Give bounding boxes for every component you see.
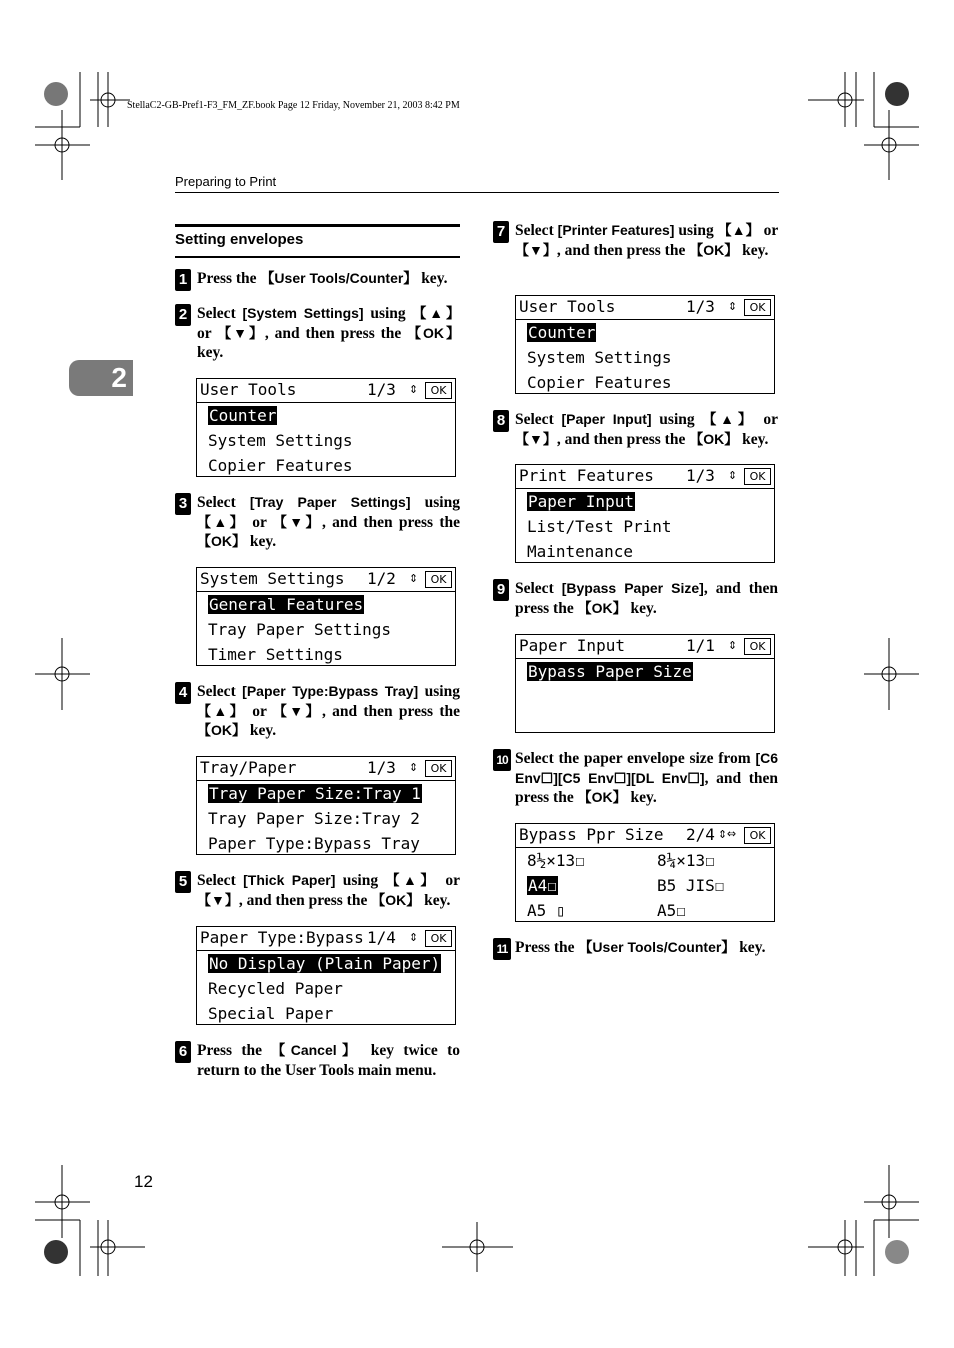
step-text: Select [Paper Input] using 【▲】 or 【▼】, and then press the 【OK】 key. <box>515 411 778 448</box>
size-option: 8½×13☐ <box>527 851 585 870</box>
up-down-arrow-icon: ⇕ <box>409 568 419 586</box>
step-text: Select [System Settings] using 【▲】 or 【▼】, and then press the 【OK】 key. <box>197 305 460 361</box>
section-rule-top <box>175 224 460 227</box>
ok-key-icon: OK <box>744 827 771 844</box>
step-text: Press the 【Cancel】 key twice to return to the User Tools main menu. <box>197 1042 460 1079</box>
section-title: Setting envelopes <box>175 231 304 248</box>
step-number: 5 <box>175 871 191 893</box>
four-way-arrow-icon: ⇕⇔ <box>718 824 737 842</box>
step-number: 11 <box>493 938 511 960</box>
file-info-line: StellaC2-GB-Pref1-F3_FM_ZF.book Page 12 Friday, November 21, 2003 8:42 PM <box>127 100 460 111</box>
step-number: 7 <box>493 221 509 243</box>
ok-key-icon: OK <box>425 760 452 777</box>
up-down-arrow-icon: ⇕ <box>409 757 419 775</box>
step-number: 10 <box>493 749 511 771</box>
step-text: Select [Thick Paper] using 【▲】 or 【▼】, and then press the 【OK】 key. <box>197 872 460 909</box>
size-option: 8¼×13☐ <box>657 851 715 870</box>
lcd-screen-paper-input: Paper Input 1/1 ⇕ OK Bypass Paper Size <box>515 634 775 733</box>
step-text: Select [Bypass Paper Size], and then press the 【OK】 key. <box>515 580 778 617</box>
lcd-line: System Settings <box>208 431 353 450</box>
step-number: 8 <box>493 410 509 432</box>
lcd-screen-paper-type: Paper Type:Bypass 1/4 ⇕ OK No Display (Plain Paper) Recycled Paper Special Paper <box>196 926 456 1025</box>
running-head: Preparing to Print <box>175 174 277 189</box>
step-text: Press the 【User Tools/Counter】 key. <box>515 939 766 956</box>
lcd-line: Copier Features <box>208 456 353 475</box>
up-down-arrow-icon: ⇕ <box>728 465 738 483</box>
ok-key-icon: OK <box>425 571 452 588</box>
lcd-screen-user-tools: User Tools 1/3 ⇕ OK Counter System Settings Copier Features <box>196 378 456 477</box>
step-number: 3 <box>175 493 191 515</box>
chapter-number: 2 <box>111 362 127 393</box>
ok-key-icon: OK <box>744 299 771 316</box>
step-number: 1 <box>175 269 191 291</box>
up-down-arrow-icon: ⇕ <box>409 927 419 945</box>
step-number: 2 <box>175 304 191 326</box>
ok-key-icon: OK <box>744 468 771 485</box>
up-down-arrow-icon: ⇕ <box>728 296 738 314</box>
size-option: B5 JIS☐ <box>657 876 725 895</box>
step-text: Select [Printer Features] using 【▲】 or 【▼】, and then press the 【OK】 key. <box>515 222 778 259</box>
lcd-screen-system-settings: System Settings 1/2 ⇕ OK General Features Tray Paper Settings Timer Settings <box>196 567 456 666</box>
ok-key-icon: OK <box>425 382 452 399</box>
up-down-arrow-icon: ⇕ <box>409 379 419 397</box>
step-text: Press the 【User Tools/Counter】 key. <box>197 270 448 287</box>
size-option: A5 ▯ <box>527 901 566 920</box>
step-number: 9 <box>493 579 509 601</box>
size-option-selected: A4☐ <box>528 876 557 895</box>
ok-key-icon: OK <box>425 930 452 947</box>
lcd-screen-bypass-paper-size: Bypass Ppr Size 2/4 ⇕⇔ OK 8½×13☐ A4☐ A5 ▯ 8¼×13☐ B5 JIS☐ A5☐ <box>515 823 775 922</box>
lcd-screen-tray-paper: Tray/Paper 1/3 ⇕ OK Tray Paper Size:Tray 1 Tray Paper Size:Tray 2 Paper Type:Bypass Tray <box>196 756 456 855</box>
step-number: 6 <box>175 1041 191 1063</box>
page-number: 12 <box>134 1172 153 1191</box>
lcd-screen-print-features: Print Features 1/3 ⇕ OK Paper Input List/Test Print Maintenance <box>515 464 775 563</box>
step-text: Select [Paper Type:Bypass Tray] using 【▲】 or 【▼】, and then press the 【OK】 key. <box>197 683 460 739</box>
header-rule <box>175 192 779 193</box>
step-text: Select [Tray Paper Settings] using 【▲】 or 【▼】, and then press the 【OK】 key. <box>197 494 460 550</box>
size-option: A5☐ <box>657 901 686 920</box>
step-number: 4 <box>175 682 191 704</box>
lcd-screen-user-tools-2: User Tools 1/3 ⇕ OK Counter System Settings Copier Features <box>515 295 775 394</box>
up-down-arrow-icon: ⇕ <box>728 635 738 653</box>
chapter-tab <box>69 360 133 396</box>
lcd-title: User Tools <box>200 380 297 399</box>
lcd-selected-line: Counter <box>209 406 277 425</box>
step-text: Select the paper envelope size from [C6 Env☐][C5 Env☐][DL Env☐], and then press the 【OK】 key. <box>515 750 778 806</box>
ok-key-icon: OK <box>744 638 771 655</box>
section-rule-bottom <box>175 256 460 258</box>
